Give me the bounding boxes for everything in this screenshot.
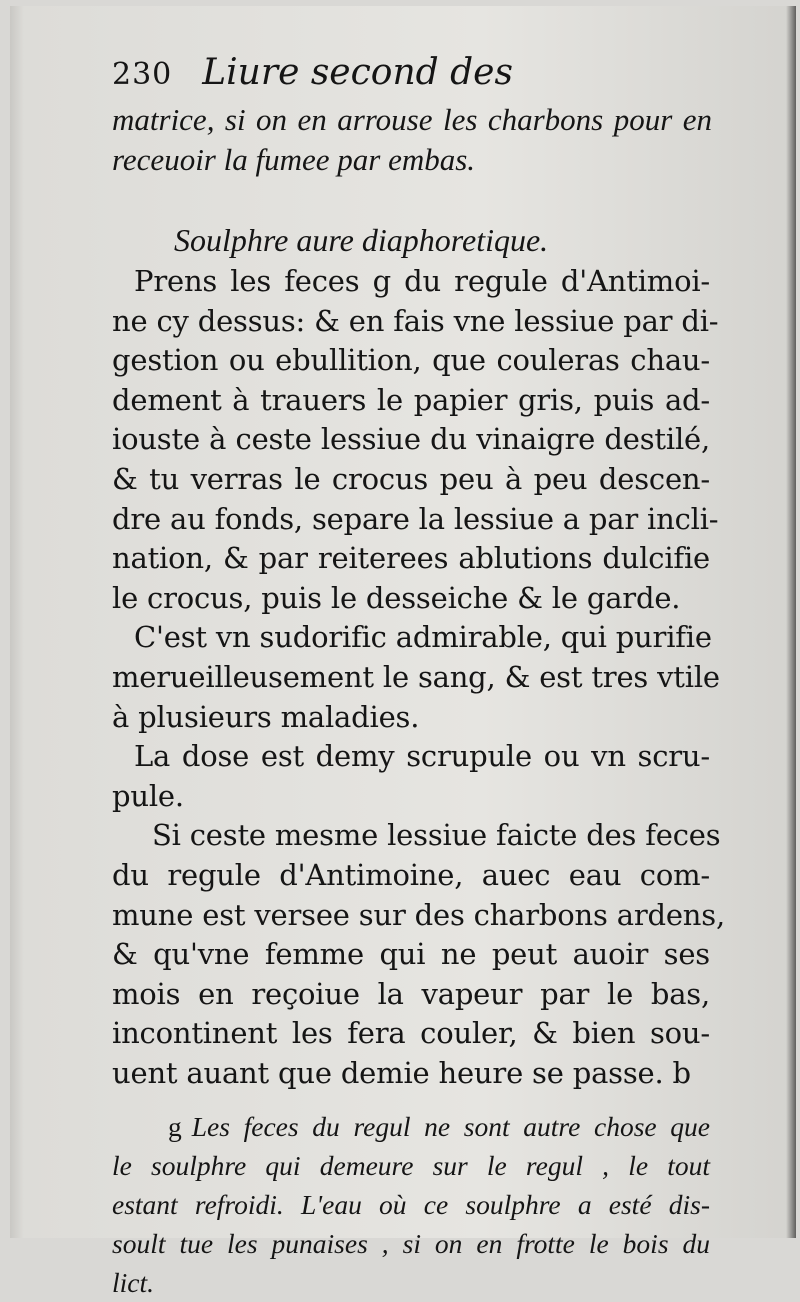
note-line [112, 1107, 710, 1146]
body-text [112, 262, 725, 1093]
carryover-text [112, 100, 712, 180]
note-line: soult tue les punaises , si on en frotte le bois du [112, 1228, 710, 1260]
book-page [10, 6, 796, 1299]
text-line: pule. [112, 778, 184, 813]
page-header [112, 52, 712, 100]
text-line: dre au fonds, separe la lessiue a par incli- [112, 501, 719, 536]
section-heading: Soulphre aure diaphoretique. [174, 222, 549, 258]
text-line: merueilleusement le sang, & est tres vtile [112, 659, 720, 694]
paragraph [112, 262, 719, 618]
note-line-text: Les feces du regul ne sont autre chose que [191, 1111, 710, 1143]
paragraph [112, 618, 720, 737]
text-line: ne cy dessus: & en fais vne lessiue par di- [112, 303, 719, 338]
text-line: à plusieurs maladies. [112, 699, 420, 734]
note-line: lict. [112, 1267, 155, 1299]
text-line: nation, & par reiterees ablutions dulcifie [112, 541, 710, 576]
page-text [112, 52, 725, 1302]
running-head: Liure second des [202, 52, 513, 93]
text-line: incontinent les fera couler, & bien sou- [112, 1016, 710, 1051]
text-line: & tu verras le crocus peu à peu descen- [112, 461, 710, 496]
text-line: La dose est demy scrupule ou vn scru- [134, 739, 710, 774]
page-number: 230 [112, 57, 173, 92]
paragraph [112, 737, 710, 816]
note-line: le soulphre qui demeure sur le regul , le tout [112, 1150, 710, 1182]
text-line: Si ceste mesme lessiue faicte des feces [152, 818, 721, 853]
text-line: & qu'vne femme qui ne peut auoir ses [112, 937, 710, 972]
marginal-note [112, 1107, 710, 1302]
text-line: iouste à ceste lessiue du vinaigre destilé, [112, 422, 710, 457]
text-line: gestion ou ebullition, que couleras chau- [112, 343, 710, 378]
text-line: Prens les feces g du regule d'Antimoi- [134, 264, 710, 298]
text-line: mune est versee sur des charbons ardens, [112, 897, 725, 932]
text-line: mois en reçoiue la vapeur par le bas, [112, 976, 710, 1011]
text-line: uent auant que demie heure se passe. b [112, 1055, 691, 1090]
text-line: matrice, si on en arrouse les charbons pour en [112, 102, 712, 137]
text-line: du regule d'Antimoine, auec eau com- [112, 857, 710, 892]
note-marker: g [168, 1111, 182, 1143]
text-line: C'est vn sudorific admirable, qui purifie [134, 620, 712, 655]
text-line: receuoir la fumee par embas. [112, 142, 476, 177]
text-line: le crocus, puis le desseiche & le garde. [112, 580, 681, 615]
note-line: estant refroidi. L'eau où ce soulphre a esté dis- [112, 1189, 710, 1221]
paragraph [112, 816, 725, 1093]
text-line: dement à trauers le papier gris, puis ad- [112, 382, 710, 417]
